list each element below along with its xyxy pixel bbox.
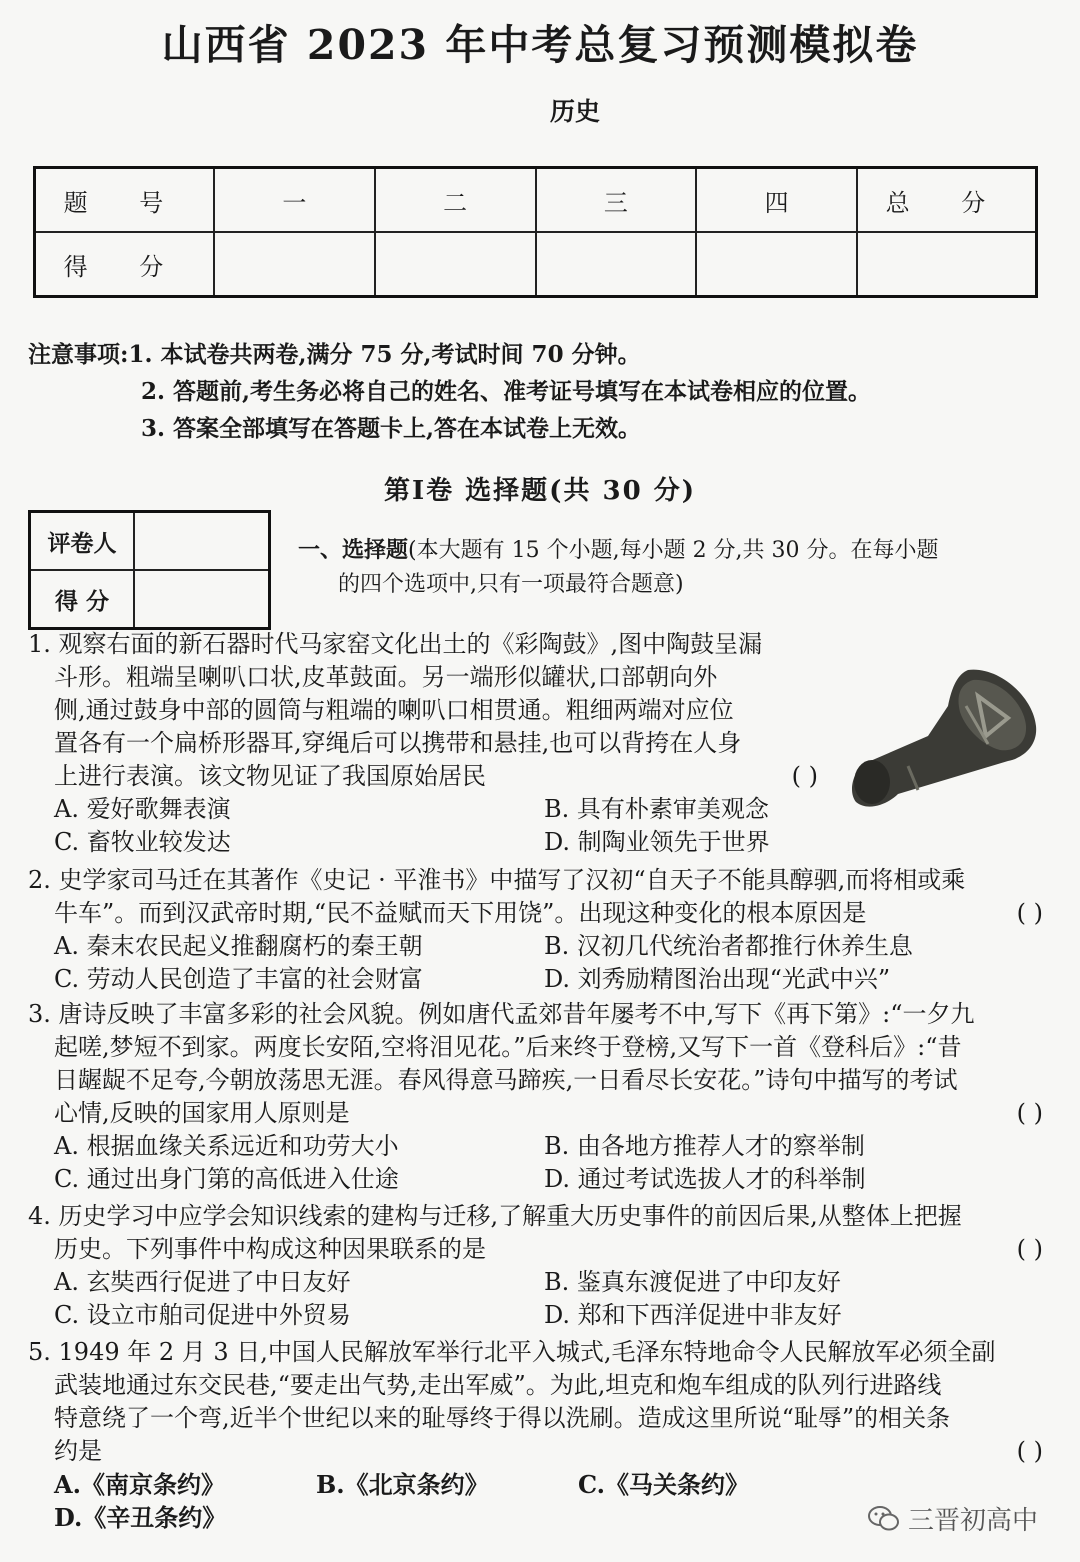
part-intro-text-1: (本大题有 15 个小题,每小题 2 分,共 30 分。在每小题 xyxy=(408,538,939,563)
grader-cell xyxy=(134,570,270,629)
option-d[interactable]: D. 制陶业领先于世界 xyxy=(544,828,770,856)
score-col-total: 总 分 xyxy=(857,168,1037,233)
grader-score-label: 得 分 xyxy=(30,570,135,629)
score-cell xyxy=(375,232,536,297)
score-col-2: 二 xyxy=(375,168,536,233)
exam-subject: 历史 xyxy=(549,97,600,126)
stem-line: 起嗟,梦短不到家。两度长安陌,空将泪见花。”后来终于登榜,又写下一首《登科后》:“昔 xyxy=(54,1033,962,1061)
score-cell xyxy=(857,232,1037,297)
question-2 xyxy=(28,864,1043,996)
stem-line: 武装地通过东交民巷,“要走出气势,走出军威”。为此,坦克和炮车组成的队列行进路线 xyxy=(54,1371,942,1399)
score-cell xyxy=(536,232,697,297)
answer-paren: ( ) xyxy=(1016,1099,1043,1127)
score-header-label: 题 号 xyxy=(35,168,215,233)
option-b[interactable]: B. 具有朴素审美观念 xyxy=(544,795,769,823)
stem-line: 上进行表演。该文物见证了我国原始居民 xyxy=(54,762,486,790)
stem-line: 历史。下列事件中构成这种因果联系的是 xyxy=(54,1235,486,1263)
options xyxy=(28,1130,1043,1196)
notes xyxy=(28,336,871,447)
option-c[interactable]: C. 劳动人民创造了丰富的社会财富 xyxy=(54,965,423,993)
part-intro xyxy=(298,533,1048,602)
option-d[interactable]: D. 郑和下西洋促进中非友好 xyxy=(544,1301,842,1329)
wechat-icon xyxy=(868,1505,900,1533)
answer-paren: ( ) xyxy=(791,762,818,790)
stem-line: 斗形。粗端呈喇叭口状,皮革鼓面。另一端形似罐状,口部朝向外 xyxy=(54,663,718,691)
option-a[interactable]: A. 秦末农民起义推翻腐朽的秦王朝 xyxy=(54,932,423,960)
grader-label: 评卷人 xyxy=(30,512,135,571)
watermark xyxy=(868,1500,1038,1537)
stem-line: 1. 观察右面的新石器时代马家窑文化出土的《彩陶鼓》,图中陶鼓呈漏 xyxy=(28,630,763,658)
option-c[interactable]: C. 设立市舶司促进中外贸易 xyxy=(54,1301,351,1329)
note-item-2: 2. 答题前,考生务必将自己的姓名、准考证号填写在本试卷相应的位置。 xyxy=(141,378,872,405)
score-table xyxy=(33,166,1038,298)
answer-paren: ( ) xyxy=(1016,899,1043,927)
painted-pottery-drum-image xyxy=(848,666,1038,814)
part-intro-text-2: 的四个选项中,只有一项最符合题意) xyxy=(338,572,684,597)
score-cell xyxy=(696,232,857,297)
watermark-text: 三晋初高中 xyxy=(908,1506,1039,1536)
option-c[interactable]: C. 通过出身门第的高低进入仕途 xyxy=(54,1165,399,1193)
grader-cell xyxy=(134,512,270,571)
score-row-label: 得 分 xyxy=(35,232,215,297)
section-title: 第Ⅰ卷 选择题(共 30 分) xyxy=(383,476,697,506)
stem-line: 侧,通过鼓身中部的圆筒与粗端的喇叭口相贯通。粗细两端对应位 xyxy=(54,696,734,724)
option-b[interactable]: B. 鉴真东渡促进了中印友好 xyxy=(544,1268,841,1296)
notes-lead: 注意事项: xyxy=(28,341,129,368)
stem-line: 置各有一个扁桥形器耳,穿绳后可以携带和悬挂,也可以背挎在人身 xyxy=(54,729,742,757)
stem-line: 2. 史学家司马迁在其著作《史记 · 平淮书》中描写了汉初“自天子不能具醇驷,而将相或乘 xyxy=(28,866,966,894)
option-b[interactable]: B.《北京条约》 xyxy=(316,1470,489,1499)
option-a[interactable]: A. 爱好歌舞表演 xyxy=(54,795,231,823)
option-d[interactable]: D. 刘秀励精图治出现“光武中兴” xyxy=(544,965,891,993)
score-col-3: 三 xyxy=(536,168,697,233)
option-b[interactable]: B. 汉初几代统治者都推行休养生息 xyxy=(544,932,913,960)
stem-line: 5. 1949 年 2 月 3 日,中国人民解放军举行北平入城式,毛泽东特地命令人民解放军必须全副 xyxy=(28,1338,996,1366)
option-b[interactable]: B. 由各地方推荐人才的察举制 xyxy=(544,1132,865,1160)
question-stem xyxy=(28,628,818,793)
stem-line: 心情,反映的国家用人原则是 xyxy=(54,1099,350,1127)
score-col-4: 四 xyxy=(696,168,857,233)
answer-paren: ( ) xyxy=(1016,1437,1043,1465)
option-c[interactable]: C.《马关条约》 xyxy=(578,1470,750,1499)
note-item-1: 1. 本试卷共两卷,满分 75 分,考试时间 70 分钟。 xyxy=(128,341,641,368)
option-d[interactable]: D.《辛丑条约》 xyxy=(54,1503,227,1532)
stem-line: 4. 历史学习中应学会知识线索的建构与迁移,了解重大历史事件的前因后果,从整体上把握 xyxy=(28,1202,962,1230)
stem-line: 特意绕了一个弯,近半个世纪以来的耻辱终于得以洗刷。造成这里所说“耻辱”的相关条 xyxy=(54,1404,951,1432)
score-col-1: 一 xyxy=(214,168,375,233)
stem-line: 日龌龊不足夸,今朝放荡思无涯。春风得意马蹄疾,一日看尽长安花。”诗句中描写的考试 xyxy=(54,1066,958,1094)
question-4 xyxy=(28,1200,1043,1332)
grader-table xyxy=(28,510,271,630)
note-item-3: 3. 答案全部填写在答题卡上,答在本试卷上无效。 xyxy=(141,415,642,442)
score-cell xyxy=(214,232,375,297)
stem-line: 约是 xyxy=(54,1437,102,1465)
option-a[interactable]: A. 玄奘西行促进了中日友好 xyxy=(54,1268,351,1296)
option-a[interactable]: A.《南京条约》 xyxy=(54,1470,225,1499)
stem-line: 牛车”。而到汉武帝时期,“民不益赋而天下用饶”。出现这种变化的根本原因是 xyxy=(54,899,867,927)
answer-paren: ( ) xyxy=(1016,1235,1043,1263)
question-1 xyxy=(28,628,818,859)
options xyxy=(28,930,1043,996)
option-c[interactable]: C. 畜牧业较发达 xyxy=(54,828,231,856)
question-3 xyxy=(28,998,1043,1196)
options xyxy=(28,1266,1043,1332)
option-a[interactable]: A. 根据血缘关系远近和功劳大小 xyxy=(54,1132,399,1160)
stem-line: 3. 唐诗反映了丰富多彩的社会风貌。例如唐代孟郊昔年屡考不中,写下《再下第》:“一夕九 xyxy=(28,1000,975,1028)
part-intro-title: 一、选择题 xyxy=(298,537,409,563)
exam-title: 山西省 2023 年中考总复习预测模拟卷 xyxy=(161,21,919,69)
option-d[interactable]: D. 通过考试选拔人才的科举制 xyxy=(544,1165,866,1193)
